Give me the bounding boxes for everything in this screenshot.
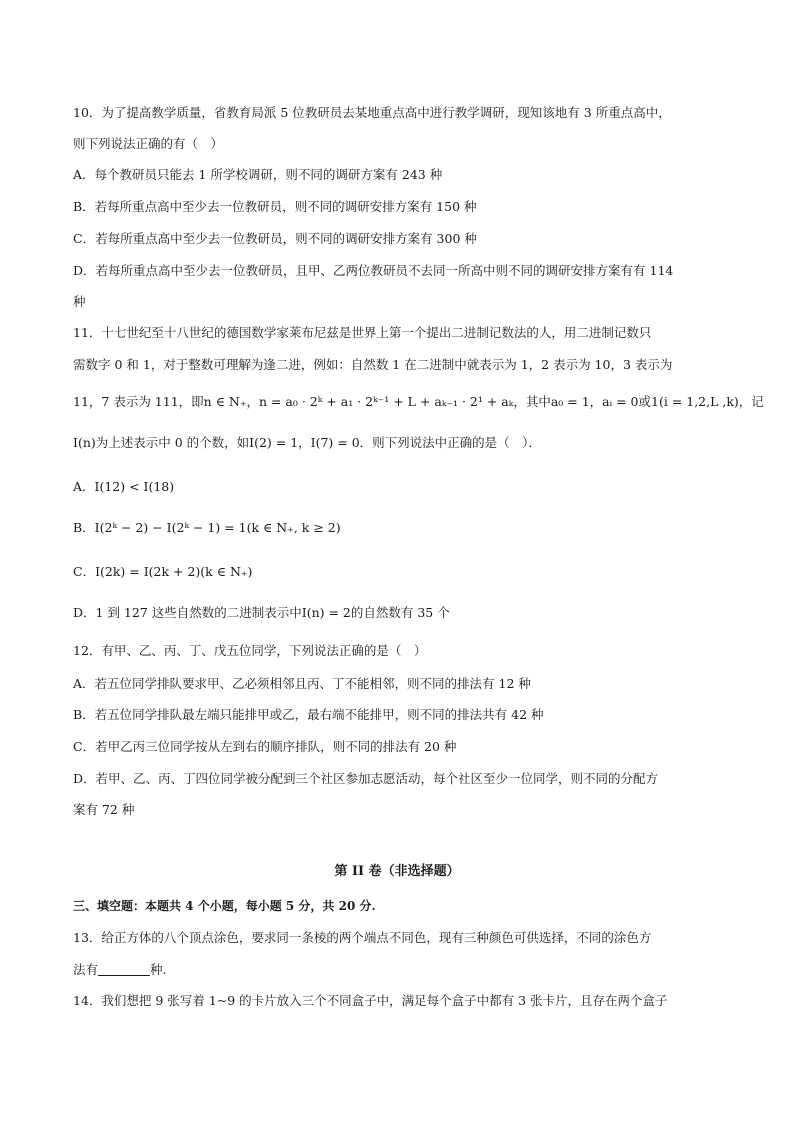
q12-option-c: C．若甲乙丙三位同学按从左到右的顺序排队，则不同的排法有 20 种 xyxy=(73,739,457,754)
q14-stem-line1: 14．我们想把 9 张写着 1~9 的卡片放入三个不同盒子中，满足每个盒子中都有 3 张卡片，且存在两个盒子 xyxy=(73,993,668,1008)
q10-stem-line2: 则下列说法正确的有（ ） xyxy=(73,136,224,151)
q13-stem-line2 xyxy=(73,961,733,979)
q13-stem-line1: 13．给正方体的八个顶点涂色，要求同一条棱的两个端点不同色，现有三种颜色可供选择，不同的涂色方 xyxy=(73,930,652,945)
q13-answer-blank xyxy=(98,962,150,976)
q10-option-d-line1: D．若每所重点高中至少去一位教研员，且甲、乙两位教研员不去同一所高中则不同的调研安排方案有有 114 xyxy=(73,263,674,278)
q11-stem-line2: 需数字 0 和 1，对于整数可理解为逢二进，例如：自然数 1 在二进制中就表示为 1，2 表示为 10，3 表示为 xyxy=(73,357,673,372)
q11-option-b: B．I(2ᵏ − 2) − I(2ᵏ − 1) = 1(k ∈ N₊, k ≥ 2) xyxy=(73,520,341,535)
q10-option-c: C．若每所重点高中至少去一位教研员，则不同的调研安排方案有 300 种 xyxy=(73,231,477,246)
fill-in-section-heading: 三、填空题：本题共 4 个小题，每小题 5 分，共 20 分. xyxy=(73,899,376,913)
part2-title: 第 II 卷（非选择题） xyxy=(334,864,460,879)
q12-option-d-line2: 案有 72 种 xyxy=(73,802,135,817)
q11-stem-line4: I(n)为上述表示中 0 的个数，如I(2) = 1，I(7) = 0．则下列说法中正确的是（ ）． xyxy=(73,435,541,450)
q12-option-a: A．若五位同学排队要求甲、乙必须相邻且丙、丁不能相邻，则不同的排法有 12 种 xyxy=(73,676,531,691)
q13-stem-suffix: 种. xyxy=(150,962,167,977)
q10-option-b: B．若每所重点高中至少去一位教研员，则不同的调研安排方案有 150 种 xyxy=(73,199,477,214)
q10-stem-line1: 10．为了提高教学质量，省教育局派 5 位教研员去某地重点高中进行教学调研，现知该地有 3 所重点高中， xyxy=(73,105,671,120)
q13-stem-prefix: 法有 xyxy=(73,962,99,977)
q10-option-d-line2: 种 xyxy=(73,294,86,309)
q11-stem-line1: 11．十七世纪至十八世纪的德国数学家莱布尼兹是世界上第一个提出二进制记数法的人，用二进制记数只 xyxy=(73,325,652,340)
q11-stem-line3: 11，7 表示为 111，即n ∈ N₊，n = a₀ · 2ᵏ + a₁ · 2ᵏ⁻¹ + L + aₖ₋₁ · 2¹ + aₖ，其中a₀ = 1，aᵢ = 0或1(i = 1,2,L ,k)，记 xyxy=(73,394,764,409)
q11-option-d: D．1 到 127 这些自然数的二进制表示中I(n) = 2的自然数有 35 个 xyxy=(73,605,450,620)
q12-option-d-line1: D．若甲、乙、丙、丁四位同学被分配到三个社区参加志愿活动，每个社区至少一位同学，则不同的分配方 xyxy=(73,771,659,786)
q11-option-c: C．I(2k) = I(2k + 2)(k ∈ N₊) xyxy=(73,564,253,579)
q11-option-a: A．I(12) < I(18) xyxy=(73,479,175,494)
q12-stem: 12．有甲、乙、丙、丁、戊五位同学，下列说法正确的是（ ） xyxy=(73,643,427,658)
q10-option-a: A．每个教研员只能去 1 所学校调研，则不同的调研方案有 243 种 xyxy=(73,167,443,182)
q12-option-b: B．若五位同学排队最左端只能排甲或乙，最右端不能排甲，则不同的排法共有 42 种 xyxy=(73,707,544,722)
